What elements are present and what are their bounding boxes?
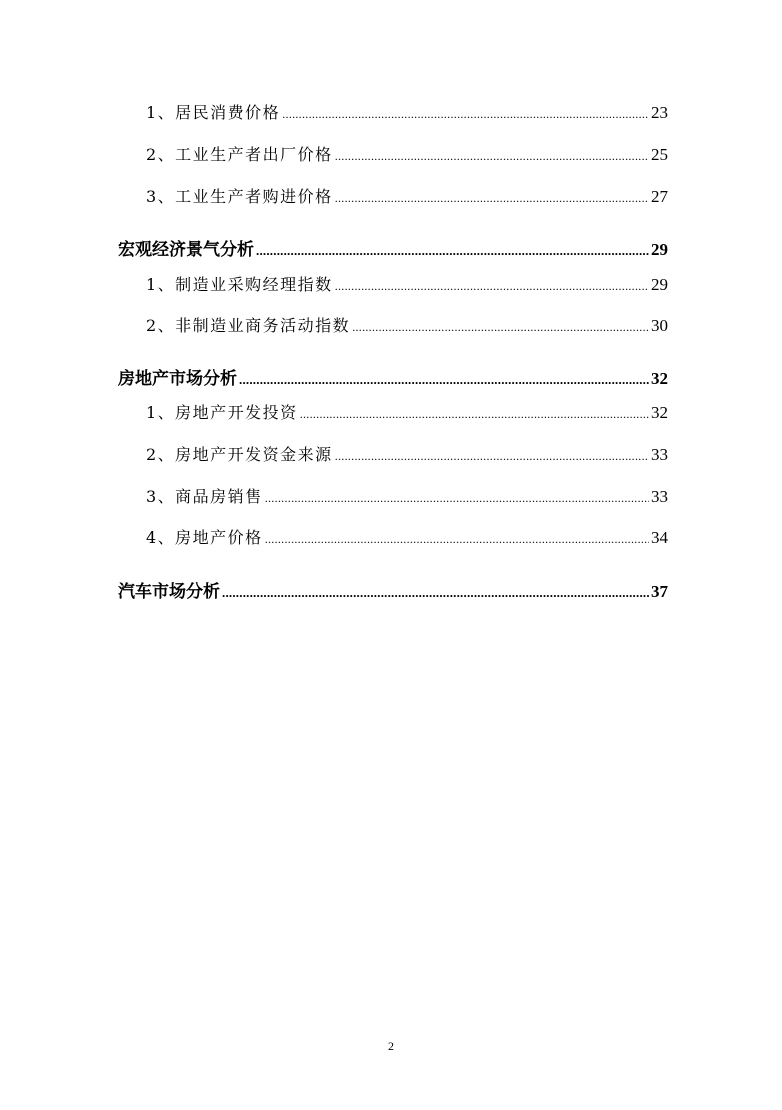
toc-dot-leader xyxy=(335,275,649,294)
toc-entry-label: 1、居民消费价格 xyxy=(146,103,281,122)
toc-section-label: 宏观经济景气分析 xyxy=(118,240,254,260)
toc-dot-leader xyxy=(335,445,649,464)
toc-entry[interactable] xyxy=(146,142,668,166)
toc-entry-page: 30 xyxy=(651,316,668,335)
toc-section-label: 房地产市场分析 xyxy=(118,369,237,389)
toc-dot-leader xyxy=(335,187,649,206)
toc-entry[interactable] xyxy=(146,400,668,424)
toc-dot-leader xyxy=(300,403,649,422)
page-number: 2 xyxy=(388,1039,394,1053)
toc-section-entry[interactable] xyxy=(118,577,668,601)
toc-dot-leader xyxy=(265,487,649,506)
toc-entry[interactable] xyxy=(146,525,668,549)
toc-entry-label: 2、工业生产者出厂价格 xyxy=(146,145,333,164)
toc-entry-page: 33 xyxy=(651,487,668,506)
toc-entry-label: 1、制造业采购经理指数 xyxy=(146,275,333,294)
toc-entry-label: 2、非制造业商务活动指数 xyxy=(146,316,351,335)
toc-dot-leader xyxy=(256,240,649,260)
toc-entry-page: 34 xyxy=(651,528,668,547)
toc-entry-page: 25 xyxy=(651,145,668,164)
toc-entry[interactable] xyxy=(146,484,668,508)
toc-entry-label: 3、工业生产者购进价格 xyxy=(146,187,333,206)
toc-section-entry[interactable] xyxy=(118,364,668,388)
toc-entry-label: 4、房地产价格 xyxy=(146,528,263,547)
toc-entry-page: 29 xyxy=(651,275,668,294)
toc-entry-label: 2、房地产开发资金来源 xyxy=(146,445,333,464)
toc-dot-leader xyxy=(265,528,649,547)
toc-section-entry[interactable] xyxy=(118,235,668,259)
toc-entry-page: 32 xyxy=(651,403,668,422)
toc-dot-leader xyxy=(222,582,649,602)
toc-section-page: 37 xyxy=(651,582,668,601)
toc-entry[interactable] xyxy=(146,100,668,124)
toc-dot-leader xyxy=(239,369,649,389)
toc-entry-page: 33 xyxy=(651,445,668,464)
toc-entry[interactable] xyxy=(146,184,668,208)
toc-entry-page: 27 xyxy=(651,187,668,206)
toc-entry[interactable] xyxy=(146,442,668,466)
toc-entry-label: 1、房地产开发投资 xyxy=(146,403,298,422)
toc-dot-leader xyxy=(282,103,649,122)
toc-entry-label: 3、商品房销售 xyxy=(146,487,263,506)
toc-entry[interactable] xyxy=(146,272,668,296)
toc-section-page: 32 xyxy=(651,369,668,388)
toc-entry-page: 23 xyxy=(651,103,668,122)
toc-dot-leader xyxy=(352,316,649,335)
toc-section-page: 29 xyxy=(651,240,668,259)
toc-section-label: 汽车市场分析 xyxy=(118,582,220,602)
toc-dot-leader xyxy=(335,145,649,164)
toc-entry[interactable] xyxy=(146,313,668,337)
